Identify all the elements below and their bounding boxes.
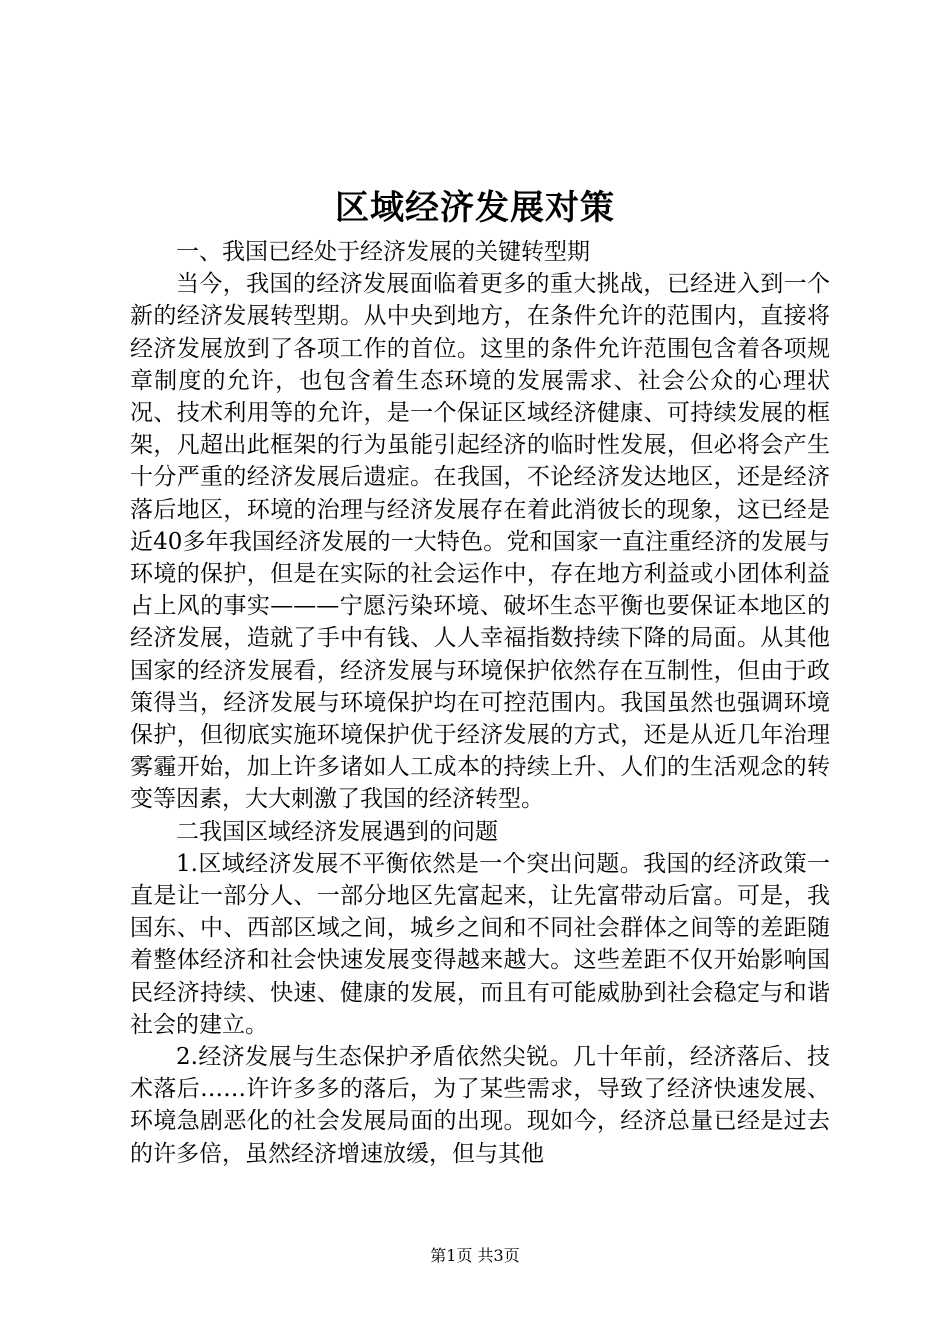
paragraph-transition-period: 当今，我国的经济发展面临着更多的重大挑战，已经进入到一个新的经济发展转型期。从中央到地方，在条件允许的范围内，直接将经济发展放到了各项工作的首位。这里的条件允许范围包含着各项规章制度的允许，也包含着生态环境的发展需求、社会公众的心理状况、技术利用等的允许，是一个保证区域经济健康、可持续发展的框架，凡超出此框架的行为虽能引起经济的临时性发展，但必将会产生十分严重的经济发展后遗症。在我国，不论经济发达地区，还是经济落后地区，环境的治理与经济发展存在着此消彼长的现象，这已经是近40多年我国经济发展的一大特色。党和国家一直注重经济的发展与环境的保护，但是在实际的社会运作中，存在地方利益或小团体利益占上风的事实———宁愿污染环境、破坏生态平衡也要保证本地区的经济发展，造就了手中有钱、人人幸福指数持续下降的局面。从其他国家的经济发展看，经济发展与环境保护依然存在互制性，但由于政策得当，经济发展与环境保护均在可控范围内。我国虽然也强调环境保护，但彻底实施环境保护优于经济发展的方式，还是从近几年治理雾霾开始，加上许多诸如人工成本的持续上升、人们的生活观念的转变等因素，大大刺激了我国的经济转型。 bbox=[130, 271, 830, 813]
section-heading-1: 一、我国已经处于经济发展的关键转型期 bbox=[176, 239, 590, 265]
paragraph-ecology-conflict: 2.经济发展与生态保护矛盾依然尖锐。几十年前，经济落后、技术落后……许许多多的落后，为了某些需求，导致了经济快速发展、环境急剧恶化的社会发展局面的出现。现如今，经济总量已经是过去的许多倍，虽然经济增速放缓，但与其他 bbox=[130, 1044, 830, 1167]
document-title: 区域经济发展对策 bbox=[335, 188, 615, 228]
document-body bbox=[130, 236, 830, 1170]
page-footer: 第1页 共3页 bbox=[430, 1246, 520, 1265]
section-heading-2: 二我国区域经济发展遇到的问题 bbox=[176, 818, 498, 845]
paragraph-regional-imbalance: 1.区域经济发展不平衡依然是一个突出问题。我国的经济政策一直是让一部分人、一部分地区先富起来，让先富带动后富。可是，我国东、中、西部区域之间，城乡之间和不同社会群体之间等的差距随着整体经济和社会快速发展变得越来越大。这些差距不仅开始影响国民经济持续、快速、健康的发展，而且有可能威胁到社会稳定与和谐社会的建立。 bbox=[130, 850, 830, 1038]
